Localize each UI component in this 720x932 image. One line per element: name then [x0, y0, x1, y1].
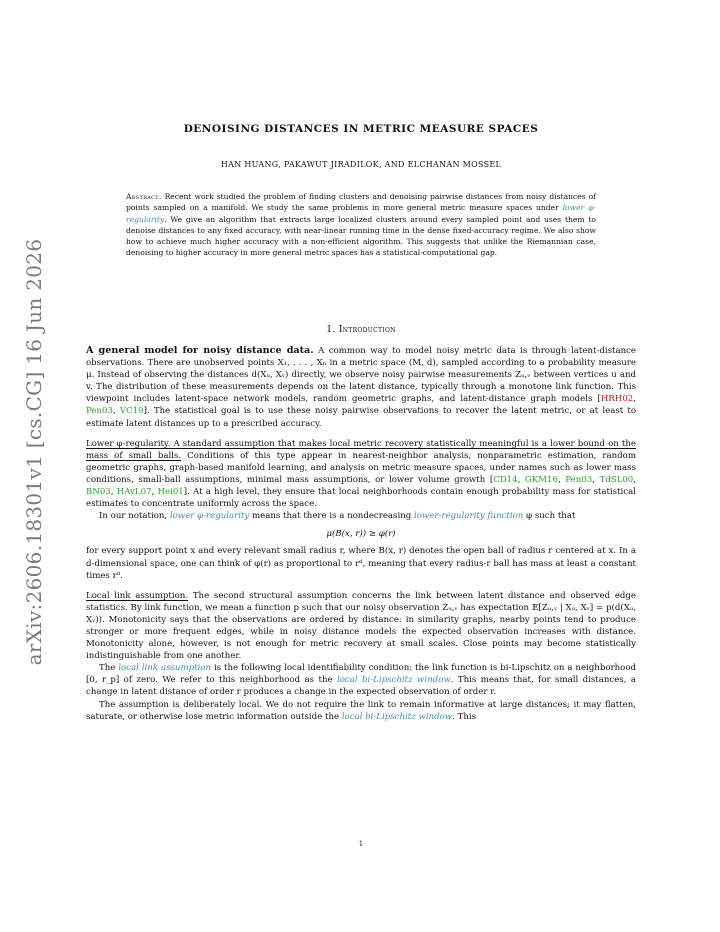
display-equation: μ(B(x, r)) ≥ φ(r) [326, 529, 396, 540]
abstract: Abstract. Recent work studied the problem of finding clusters and denoising pairwise distances from noisy distances of points sampled on a manifold. We study the same problems in more general metric measure spaces under lower φ-regularity. We give an algorithm that extracts large localized clusters around every sampled point and uses them to denoise distances to any fixed accuracy, with near-linear running time in the dense fixed-accuracy regime. We also show how to achieve much higher accuracy with a non-efficient algorithm. This suggests that unlike the Riemannian case, denoising to higher accuracy in more general metric spaces has a statistical-computational gap. [126, 192, 596, 258]
citation[interactable]: BN03 [86, 487, 111, 498]
citation[interactable]: Pen03 [86, 406, 113, 417]
link-local-bi-lipschitz-window[interactable]: local bi-Lipschitz window [341, 711, 453, 722]
link-local-link-assumption[interactable]: local link assumption [118, 663, 212, 674]
paragraph-heading: Lower φ-regularity. A standard assumption that makes local metric recovery statistically meaningful is a lower bound on the mass of small balls. [86, 438, 636, 461]
paragraph-general-model: A general model for noisy distance data. A common way to model noisy metric data is through latent-distance observations. There are unobserved points X₁, . . . , Xₙ in a metric space (M, d), sampled according to a probability measure μ. Instead of observing the distances d(Xᵤ, Xᵥ) directly, we observe noisy pairwise measurements Zᵤ,ᵥ between vertices u and v. The distribution of these measurements depends on the latent distance, typically through a monotone link function. This viewpoint includes latent-space network models, random geometric graphs, and latent-distance graph models [HRH02, Pen03, VC19]. The statistical goal is to use these noisy pairwise observations to recover the latent metric, or at least to estimate latent distances up to a prescribed accuracy. [86, 345, 637, 429]
link-lower-regularity-function[interactable]: lower-regularity function [413, 511, 524, 522]
paragraph-heading: Local link assumption. [86, 590, 189, 601]
paper-authors: HAN HUANG, PAKAWUT JIRADILOK, AND ELCHANAN MOSSEL [220, 160, 502, 169]
abstract-link-lower-regularity[interactable]: lower φ-regularity [126, 203, 596, 224]
citation[interactable]: HAvL07 [116, 487, 152, 498]
arxiv-identifier: arXiv:2606.18301v1 [cs.CG] 16 Jun 2026 [22, 238, 46, 666]
paragraph-local-link: Local link assumption. The second structural assumption concerns the link between latent distance and observed edge statistics. By link function, we mean a function p such that our noisy observation Zᵤ,ᵥ has expectation 𝔼[Zᵤ,ᵥ | Xᵤ, Xᵥ] = p(d(Xᵤ, Xᵥ)). Monotonicity says that the observations are ordered by distance: in similarity graphs, nearby points tend to produce stronger or more frequent edges, while in noisy distance models the expected observation increases with distance. Monotonicity alone, however, is not enough for metric recovery at small scales. Close points may become statistically indistinguishable from one another. [86, 590, 636, 662]
paper-page [86, 0, 636, 932]
citation[interactable]: CD14 [493, 474, 518, 485]
paragraph-lower-regularity: Lower φ-regularity. A standard assumption that makes local metric recovery statistically meaningful is a lower bound on the mass of small balls. Conditions of this type appear in nearest-neighbor analysis, nonparametric estimation, random geometric graphs, graph-based manifold learning, and analysis on metric measure spaces, under names such as lower mass conditions, small-ball assumptions, minimal mass assumptions, or lower volume growth [CD14, GKM16, Pen03, TdSL00, BN03, HAvL07, Hei01]. At a high level, they ensure that local neighborhoods contain enough probability mass for statistical estimates to concentrate uniformly across the space. [86, 438, 637, 510]
citation[interactable]: VC19 [119, 406, 144, 417]
paragraph-deliberately-local: The assumption is deliberately local. We do not require the link to remain informative at large distances; it may flatten, saturate, or otherwise lose metric information outside the local bi-Lipschitz window. This [86, 699, 636, 722]
paper-title: DENOISING DISTANCES IN METRIC MEASURE SPACES [183, 123, 539, 135]
abstract-label: Abstract. [126, 192, 162, 201]
paragraph-ball-mass: for every support point x and every relevant small radius r, where B(x, r) denotes the open ball of radius r centered at x. In a d-dimensional space, one can think of φ(r) as proportional to rᵈ, meaning that every radius-r ball has mass at least a constant times rᵈ. [86, 546, 636, 581]
body-text [86, 345, 636, 723]
citation[interactable]: Hei01 [157, 487, 184, 498]
link-lower-regularity[interactable]: lower φ-regularity [169, 511, 250, 522]
page-number: 1 [358, 840, 364, 848]
citation[interactable]: TdSL00 [599, 474, 634, 485]
paragraph-local-link-assumption: The local link assumption is the following local identifiability condition: the link function is bi-Lipschitz on a neighborhood [0, r_p] of zero. We refer to this neighborhood as the local bi-Lipschitz window. This means that, for small distances, a change in latent distance of order r produces a change in the expected observation of order r. [86, 663, 636, 698]
citation[interactable]: GKM16 [524, 474, 558, 485]
citation[interactable]: HRH02 [600, 394, 634, 405]
paragraph-notation: In our notation, lower φ-regularity means that there is a nondecreasing lower-regularity function φ such that [99, 511, 576, 522]
section-heading: 1. Introduction [326, 325, 396, 335]
citation[interactable]: Pen03 [565, 474, 593, 485]
link-local-bi-lipschitz-window[interactable]: local bi-Lipschitz window [337, 675, 451, 686]
paragraph-heading: A general model for noisy distance data. [86, 345, 314, 356]
